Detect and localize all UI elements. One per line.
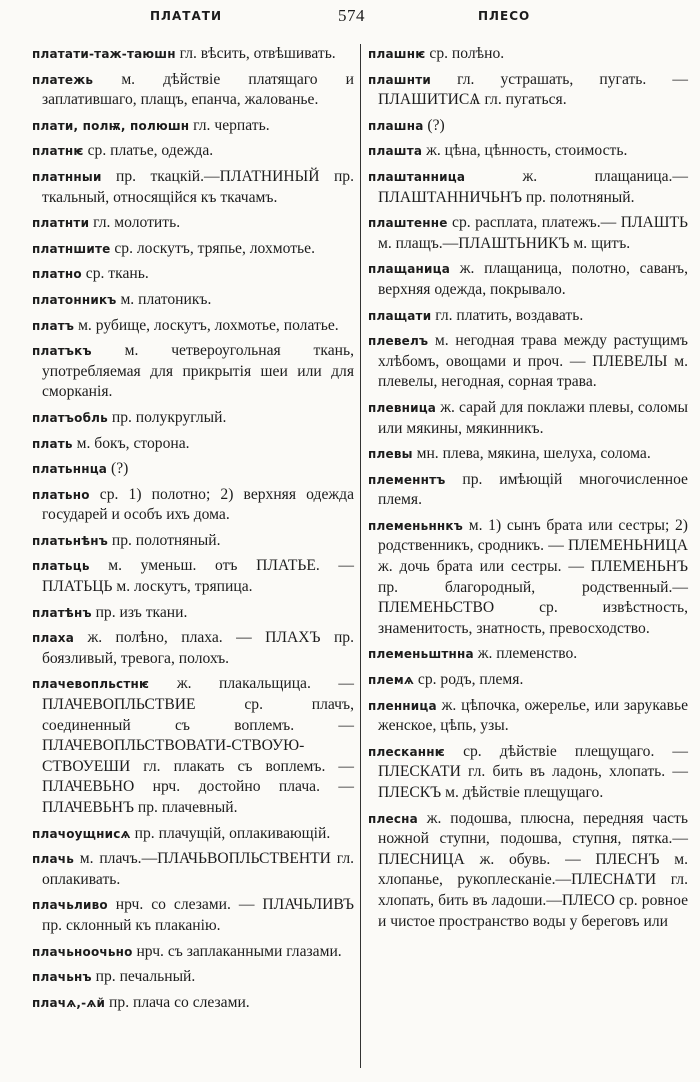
entry-headword: плаштенне [368,216,448,231]
dictionary-entry [32,213,354,234]
entry-definition: нрч. съ заплаканными глазами. [136,942,342,960]
entry-definition: м. бокъ, сторона. [76,434,190,452]
dictionary-entry [368,70,688,111]
entry-definition: (?) [111,460,129,478]
entry-headword: племеньннкъ [368,518,463,533]
dictionary-entry [368,696,688,737]
entry-headword: плать [32,436,73,451]
dictionary-entry [32,849,354,890]
entry-headword: платати-таж-таюшн [32,47,176,61]
entry-definition: гл. черпать. [193,116,270,134]
dictionary-entry [32,70,354,111]
entry-definition: пр. плача со слезами. [109,993,250,1011]
dictionary-entry [32,967,354,988]
entry-headword: плевница [368,400,437,415]
entry-headword: платьць [32,559,90,574]
dictionary-entry [32,485,354,526]
entry-headword: платъкъ [32,344,92,359]
entry-headword: плати, полѭ, полюшн [32,118,190,133]
dictionary-entry [32,459,354,480]
dictionary-entry [32,674,354,818]
header-left-word: ПЛАТАТИ [150,9,222,23]
entry-headword: плачѧ,-ѧй [32,995,106,1010]
entry-headword: платежь [32,72,94,87]
entry-definition: м. четвероугольная ткань, употребляемая для прикрытія шеи или для сморканія. [42,342,354,401]
dictionary-entry [368,516,688,640]
dictionary-entry [368,116,688,137]
entry-headword: пленница [368,698,437,713]
entry-definition: м. плачъ.—ПЛАЧЬВОПЛЬСТВЕНТИ гл. оплакивать. [42,850,354,888]
dictionary-entry [368,259,688,300]
entry-definition: гл. вѣсить, отвѣшивать. [179,45,336,62]
dictionary-entry [32,942,354,963]
entry-definition: нрч. со слезами. — ПЛАЧЬЛИВЪ пр. склонный къ плаканію. [42,896,354,934]
entry-headword: племеньштнна [368,647,474,662]
dictionary-entry [32,408,354,429]
entry-headword: платъ [32,318,75,333]
entry-headword: плачоущнисѧ [32,826,131,841]
dictionary-entry [368,644,688,665]
entry-headword: плевелъ [368,334,429,349]
dictionary-entry [368,670,688,691]
dictionary-entry [32,434,354,455]
entry-definition: ср. полѣно. [429,45,505,62]
right-column [368,44,688,937]
dictionary-entry [32,993,354,1014]
dictionary-entry [32,264,354,285]
dictionary-entry [368,470,688,511]
entry-headword: плачьнъ [32,970,92,985]
entry-headword: платнѥ [32,144,84,159]
entry-definition: пр. изъ ткани. [95,603,188,621]
entry-definition: ж. плащаница, полотно, саванъ, верхняя одежда, покрывало. [378,260,688,298]
entry-definition: ср. дѣйствіе плещущаго. —ПЛЕСКАТИ гл. бить въ ладонь, хлопать. — ПЛЕСКЪ м. дѣйствіе плещущаго. [378,742,688,801]
entry-headword: платншите [32,241,111,256]
entry-headword: платъобль [32,410,108,425]
dictionary-entry [32,44,354,65]
entry-headword: платьнѣнъ [32,533,108,548]
dictionary-entry [32,116,354,137]
entry-headword: платьно [32,487,90,502]
entry-definition: ср. лоскутъ, тряпье, лохмотье. [114,239,315,257]
entry-headword: плачевопльстнѥ [32,677,150,692]
entry-headword: плащаница [368,262,451,277]
dictionary-entry [368,213,688,254]
entry-definition: ж. плащаница.—ПЛАШТАННИЧЬНЪ пр. полотняный. [378,167,688,206]
dictionary-entry [368,742,688,804]
entry-headword: платонникъ [32,292,117,307]
dictionary-entry [32,824,354,845]
entry-definition: м. негодная трава между растущимъ хлѣбомъ, овощами и проч. — ПЛЕВЕЛЫ м. плевелы, негодная, сорная трава. [378,332,688,391]
dictionary-entry [32,141,354,162]
entry-definition: мн. плева, мякина, шелуха, солома. [416,445,651,463]
dictionary-entry [32,556,354,597]
entry-definition: ж. племенство. [477,645,578,663]
entry-definition: ср. ткань. [85,265,149,283]
entry-headword: плачьливо [32,898,108,913]
entry-definition: пр. печальный. [95,968,196,986]
entry-definition: пр. полотняный. [111,531,221,549]
entry-headword: плашна [368,118,424,133]
entry-headword: плаха [32,631,75,646]
entry-headword: плачьноочьно [32,944,133,959]
entry-definition: гл. молотить. [93,214,181,232]
entry-headword: платнныи [32,169,102,184]
page-number: 574 [338,6,365,25]
dictionary-entry [368,141,688,162]
entry-definition: ж. плакальщица. — ПЛАЧЕВОПЛЬСТВИЕ ср. плачъ, соединенный съ воплемъ. — ПЛАЧЕВОПЛЬСТВОВАТИ-СТВОУЮ-СТВОУЕШИ гл. плакать съ воплемъ. — ПЛАЧЕВЬНО нрч. достойно плача. — ПЛАЧЕВЬНЪ пр. плачевный. [42,675,354,816]
entry-definition: м. дѣйствіе платящаго и заплатившаго, плащъ, епанча, жалованье. [42,70,354,109]
dictionary-entry [32,316,354,337]
entry-definition: м. 1) сынъ брата или сестры; 2) родственникъ, сродникъ. — ПЛЕМЕНЬНИЦА ж. дочь брата или сестры. — ПЛЕМЕНЬНЪ пр. благородный, родственный.—ПЛЕМЕНЬСТВО ср. извѣстность, знаменитость, знатность, превосходство. [378,516,689,637]
dictionary-entry [32,895,354,936]
entry-definition: (?) [427,116,445,134]
entry-definition: ср. 1) полотно; 2) верхняя одежда государей и особъ ихъ дома. [42,485,354,524]
entry-headword: плашта [368,144,423,159]
entry-headword: плачь [32,852,75,867]
dictionary-entry [32,531,354,552]
entry-headword: племеннтъ [368,472,446,487]
dictionary-entry [32,628,354,669]
dictionary-entry [368,331,688,393]
dictionary-entry [368,167,688,208]
entry-headword: плащати [368,308,432,323]
entry-definition: ж. цѣна, цѣнность, стоимость. [426,142,628,160]
entry-headword: платѣнъ [32,605,92,620]
entry-definition: гл. устрашать, пугать. — ПЛАШИТИСѦ гл. пугаться. [378,70,688,109]
entry-definition: пр. имѣющій многочисленное племя. [378,470,688,509]
entry-definition: пр. плачущій, оплакивающій. [134,824,331,842]
entry-headword: платно [32,267,82,282]
dictionary-entry [32,603,354,624]
entry-headword: племѧ [368,673,415,688]
entry-definition: м. рубище, лоскутъ, лохмотье, полатье. [78,316,339,334]
entry-definition: ж. полѣно, плаха. — ПЛАХЪ пр. боязливый, тревога, полохъ. [42,629,354,667]
entry-definition: м. уменьш. отъ ПЛАТЬЕ. — ПЛАТЬЦЬ м. лоскутъ, тряпица. [42,557,354,596]
entry-headword: плаштанница [368,169,466,184]
entry-definition: ср. платье, одежда. [87,142,214,160]
entry-headword: платнти [32,216,90,231]
entry-definition: гл. платить, воздавать. [435,306,584,324]
dictionary-entry [368,44,688,65]
entry-definition: ср. расплата, платежъ.— ПЛАШТЬ м. плащъ.—ПЛАШТЬНИКЪ м. щитъ. [378,214,688,252]
entry-headword: платьннца [32,462,108,477]
dictionary-entry [32,341,354,403]
page-header [0,6,700,28]
left-column [32,44,354,1018]
entry-headword: плашнти [368,72,431,87]
dictionary-entry [32,239,354,260]
dictionary-entry [32,167,354,208]
column-divider [360,44,361,1068]
dictionary-entry [368,809,688,933]
dictionary-entry [32,290,354,311]
entry-headword: плесна [368,811,418,826]
dictionary-entry [368,306,688,327]
dictionary-entry [368,398,688,439]
entry-definition: пр. полукруглый. [111,408,227,426]
dictionary-entry [368,444,688,465]
entry-definition: пр. ткацкій.—ПЛАТНИНЫЙ пр. ткальный, относящійся къ ткачамъ. [42,167,354,206]
entry-definition: ср. родъ, племя. [417,671,524,689]
entry-headword: плесканнѥ [368,744,446,759]
entry-headword: плевы [368,447,413,462]
entry-definition: ж. подошва, плюсна, передняя часть ножной ступни, подошва, ступня, пятка.—ПЛЕСНИЦА ж. обувь. — ПЛЕСНЪ м. хлопанье, рукоплесканіе.—ПЛЕСНѦТИ гл. хлопать, бить въ ладоши.—ПЛЕСО ср. ровное и чистое пространство воды у береговъ или [378,809,688,930]
entry-definition: ж. сарай для поклажи плевы, соломы или мякины, мякинникъ. [378,398,688,437]
header-right-word: ПЛЕСО [478,9,531,23]
entry-definition: ж. цѣпочка, ожерелье, или зарукавье женское, цѣпь, узы. [378,696,688,735]
entry-headword: плашнѥ [368,47,426,61]
entry-definition: м. платоникъ. [120,290,212,308]
